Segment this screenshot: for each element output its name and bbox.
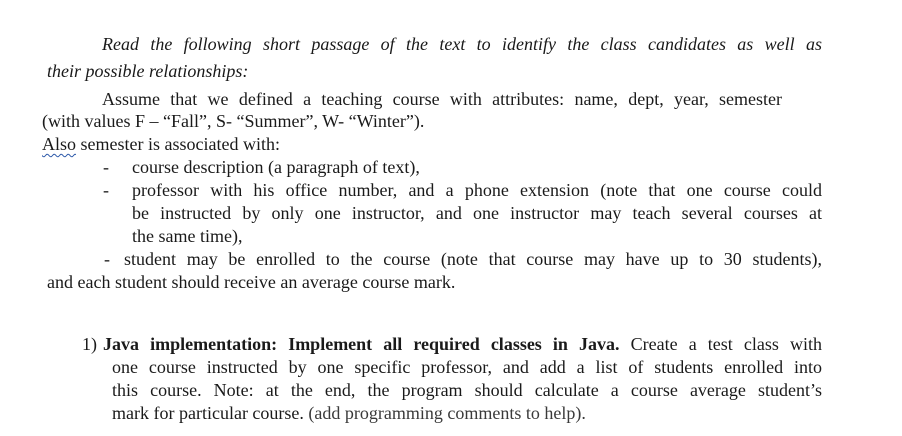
passage-line-3-rest: semester is associated with:	[76, 134, 280, 154]
bullet-item-3-line-1: student may be enrolled to the course (note that course may have up to 30 students),	[124, 249, 822, 269]
intro-line-2: their possible relationships:	[47, 61, 249, 81]
task-line-1-rest: Create a test class with	[619, 334, 822, 354]
bullet-item-2-line-2: be instructed by only one instructor, and one instructor may teach several courses at	[132, 203, 822, 223]
bullet-item-2-line-3: the same time),	[132, 226, 243, 246]
task-number: 1)	[82, 334, 97, 354]
bullet-dash-2: -	[103, 180, 109, 200]
task-heading: Java implementation: Implement all required classes in Java.	[103, 334, 620, 354]
passage-line-3	[42, 133, 280, 155]
bullet-item-3-line-2: and each student should receive an average course mark.	[47, 272, 456, 292]
intro-line-1: Read the following short passage of the text to identify the class candidates as well as	[102, 34, 822, 54]
spellcheck-word: Also	[42, 134, 77, 154]
bullet-item-2-line-1: professor with his office number, and a phone extension (note that one course could	[132, 180, 822, 200]
bullet-dash-3: -	[104, 249, 110, 269]
task-line-2: one course instructed by one specific professor, and add a list of students enrolled into	[112, 357, 822, 377]
task-line-3: this course. Note: at the end, the program should calculate a course average student’s	[112, 380, 822, 400]
task-line-4-main: mark for particular course.	[112, 403, 304, 423]
bullet-dash-1: -	[103, 157, 109, 177]
task-line-4-note: (add programming comments to help).	[303, 403, 586, 423]
passage-line-2: (with values F – “Fall”, S- “Summer”, W- “Winter”).	[42, 111, 425, 131]
passage-line-1: Assume that we defined a teaching course with attributes: name, dept, year, semester	[102, 89, 782, 109]
task-line-4	[112, 402, 586, 424]
task-line-1	[103, 333, 822, 355]
bullet-item-1: course description (a paragraph of text),	[132, 157, 420, 177]
